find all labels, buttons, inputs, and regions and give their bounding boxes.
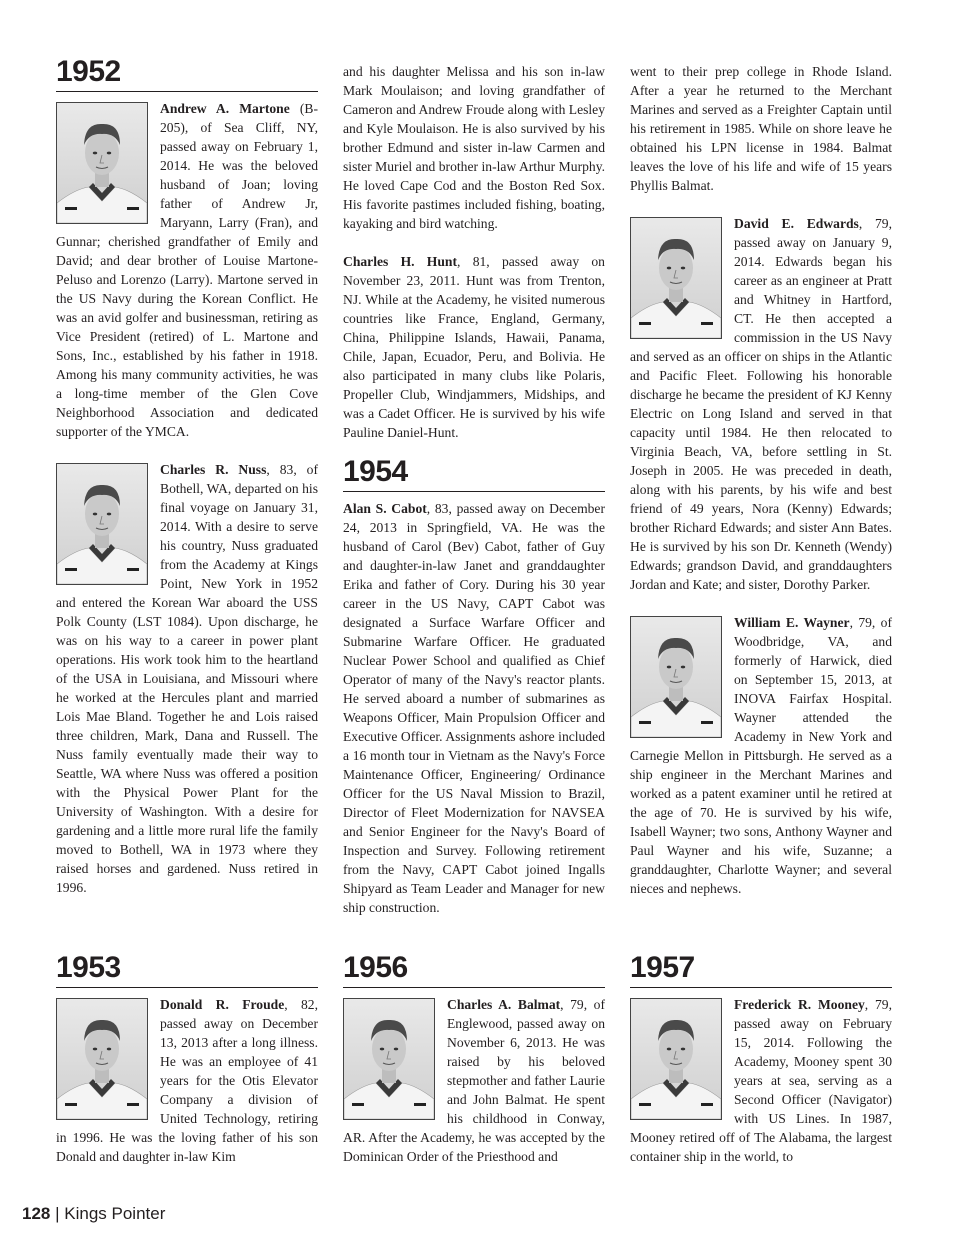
portrait-photo-wayner [630, 616, 722, 738]
obituary-name: Charles A. Balmat [447, 997, 561, 1012]
portrait-photo-martone [56, 102, 148, 224]
portrait-photo-balmat [343, 998, 435, 1120]
portrait-photo-froude [56, 998, 148, 1120]
obituary-cabot [343, 499, 605, 917]
page-footer [22, 1204, 165, 1224]
year-heading-1953: 1953 [56, 952, 318, 988]
year-heading-1956: 1956 [343, 952, 605, 988]
year-heading-1952: 1952 [56, 56, 318, 92]
obituary-text: , 82, passed away on December 13, 2013 after a long illness. He was an employee of 41 years for the Otis Elevator Company a division of United Technology, retiring in 1996. He was the loving father of his son Donald and daughter in-law Kim [56, 997, 318, 1164]
obituary-text: , 83, passed away on December 24, 2013 in Springfield, VA. He was the husband of Carol (Bev) Cabot, father of Guy and daughter-in-law Janet and granddaughter Erika and father of Cory. During his 30 year career in the US Navy, CAPT Cabot was designated a Surface Warfare Officer and Submarine Warfare Officer. He graduated Nuclear Power School and qualified as Chief Operator of many of the Navy's reactor plants. He served aboard a number of submarines as Weapons Officer, Main Propulsion Officer and Executive Officer. Assignments ashore included a 16 month tour in Vietnam as the Navy's Force Maintenance Officer, Engineering/ Ordinance Officer for the US Naval Mission to Brazil, Director of Fleet Modernization for NAVSEA and Senior Engineer for the Navy's Board of Inspection and Survey. Following retirement from the Navy, CAPT Cabot joined Ingalls Shipyard as Team Leader and Manager for new ship construction. [343, 501, 605, 915]
year-heading-1957: 1957 [630, 952, 892, 988]
obituary-hunt [343, 252, 605, 442]
portrait-photo-edwards [630, 217, 722, 339]
publication-title: Kings Pointer [64, 1204, 166, 1223]
portrait-photo-nuss [56, 463, 148, 585]
obituary-text: , 83, of Bothell, WA, departed on his final voyage on January 31, 2014. With a desire to serve his country, Nuss graduated from the Academy at Kings Point, New York in 1952 and entered the Korean War aboard the USS Polk County (LST 1084). Upon discharge, he was on his way to a career in power plant operations. His work took him to the heartland of the USA in Louisiana, and Missouri where he worked at the Hercules plant and married Lois Mae Bland. Together he and Lois raised three children, Mark, Dana and Russell. The Nuss family eventually made their way to Seattle, WA where Nuss was offered a position with the Physical Power Plant for the University of Washington. With a desire for gardening and a little more rural life the family moved to Bothell, WA in 1973 where they raised horses and gardened. Nuss retired in 1996. [56, 462, 319, 895]
column-2 [343, 62, 605, 917]
obituary-name: Charles H. Hunt [343, 254, 458, 269]
obituary-name: Donald R. Froude [160, 997, 285, 1012]
footer-separator: | [50, 1204, 65, 1223]
obituary-balmat-continued: went to their prep college in Rhode Island. After a year he returned to the Merchant Marines and served as a Freighter Captain until his retirement in 1985. While on shore leave he obtained his LPN license in 1984. Balmat leaves the love of his life and wife of 15 years Phyllis Balmat. [630, 64, 892, 193]
column-2-lower [343, 952, 605, 1166]
column-3 [630, 62, 892, 898]
obituary-text: (B-205), of Sea Cliff, NY, passed away on February 1, 2014. He was the beloved husband of Joan; loving father of Andrew Jr, Maryann, Larry (Fran), and Gunnar; cherished grandfather of Emily and David; and dear brother of Louise Martone-Peluso and Lorenzo (Larry). Martone served in the US Navy during the Korean Conflict. He was an avid golfer and businessman, retiring as Vice President (retired) of L. Martone and Sons, Inc., established by his father in 1918. Among his many community activities, he was a long-time member of the Glen Cove Neighborhood Association and dedicated supporter of the YMCA. [56, 101, 318, 439]
obituary-text: , 81, passed away on November 23, 2011. Hunt was from Trenton, NJ. While at the Academy, he visited numerous countries like France, England, Germany, China, Philippine Islands, Hawaii, Panama, Chile, Japan, Ecuador, Peru, and Bolivia. He also participated in many clubs like Polaris, Propeller Club, Windjammers, Midships, and was a Cadet Officer. He is survived by his wife Pauline Daniel-Hunt. [343, 254, 605, 440]
page-number: 128 [22, 1204, 51, 1223]
obituary-name: Andrew A. Martone [160, 101, 290, 116]
column-1-lower [56, 952, 318, 1166]
obituary-froude-continued: and his daughter Melissa and his son in-law Mark Moulaison; and loving grandfather of Cameron and Andrew Froude along with Lesley and Kyle Moulaison. He is also survived by his brother Edmund and sister in-law Carmen and sister Muriel and brother in-law Arthur Murphy. He loved Cape Cod and the Boston Red Sox. His favorite pastimes included fishing, boating, kayaking and bird watching. [343, 64, 605, 231]
column-3-lower [630, 952, 892, 1166]
obituary-text: , 79, passed away on February 15, 2014. Following the Academy, Mooney spent 30 years at sea, serving as a Second Officer (Navigator) with US Lines. In 1987, Mooney retired off of The Alabama, the largest container ship in the world, to [630, 997, 893, 1164]
obituary-name: David E. Edwards [734, 216, 859, 231]
obituary-name: Alan S. Cabot [343, 501, 427, 516]
column-1 [56, 56, 318, 897]
portrait-photo-mooney [630, 998, 722, 1120]
obituary-text: , 79, of Woodbridge, VA, and formerly of Harwick, died on September 15, 2013, at INOVA Fairfax Hospital. Wayner attended the Academy in New York and Carnegie Mellon in Pittsburgh. He served as a ship engineer in the Merchant Marines and worked as a patent examiner until he retired at the age of 70. He is survived by his wife, Isabell Wayner; two sons, Anthony Wayner and Paul Wayner and his wife, Suzanne; a granddaughter, Charlotte Wayner; and several nieces and nephews. [630, 615, 892, 896]
obituary-name: Frederick R. Mooney [734, 997, 865, 1012]
obituary-name: Charles R. Nuss [160, 462, 267, 477]
obituary-text: , 79, passed away on January 9, 2014. Edwards began his career as an engineer at Pratt and Whitney in Hartford, CT. He then accepted a commission in the US Navy and served as an officer on ships in the Atlantic and Pacific Fleet. Following his honorable discharge he became the president of KJ Kenny Electric on Long Island and served in that capacity until 1984. He then relocated to Virginia Beach, VA, before settling in St. Joseph in 2005. He was preceded in death, along with his parents, by his wife and best friend of 49 years, Nora (Kenny) Edwards; brother Richard Edwards; and sister Ann Bates. He is survived by his son Dr. Kenneth (Wendy) Edwards; grandson David, and granddaughters Jordan and Kate; and sister, Dorothy Parker. [630, 216, 892, 592]
year-heading-1954: 1954 [343, 456, 605, 492]
obituary-name: William E. Wayner [734, 615, 850, 630]
obituary-text: , 79, of Englewood, passed away on November 6, 2013. He was raised by his beloved stepmother and father Laurie and John Balmat. He spent his childhood in Conway, AR. After the Academy, he was accepted by the Dominican Order of the Priesthood and [343, 997, 605, 1164]
